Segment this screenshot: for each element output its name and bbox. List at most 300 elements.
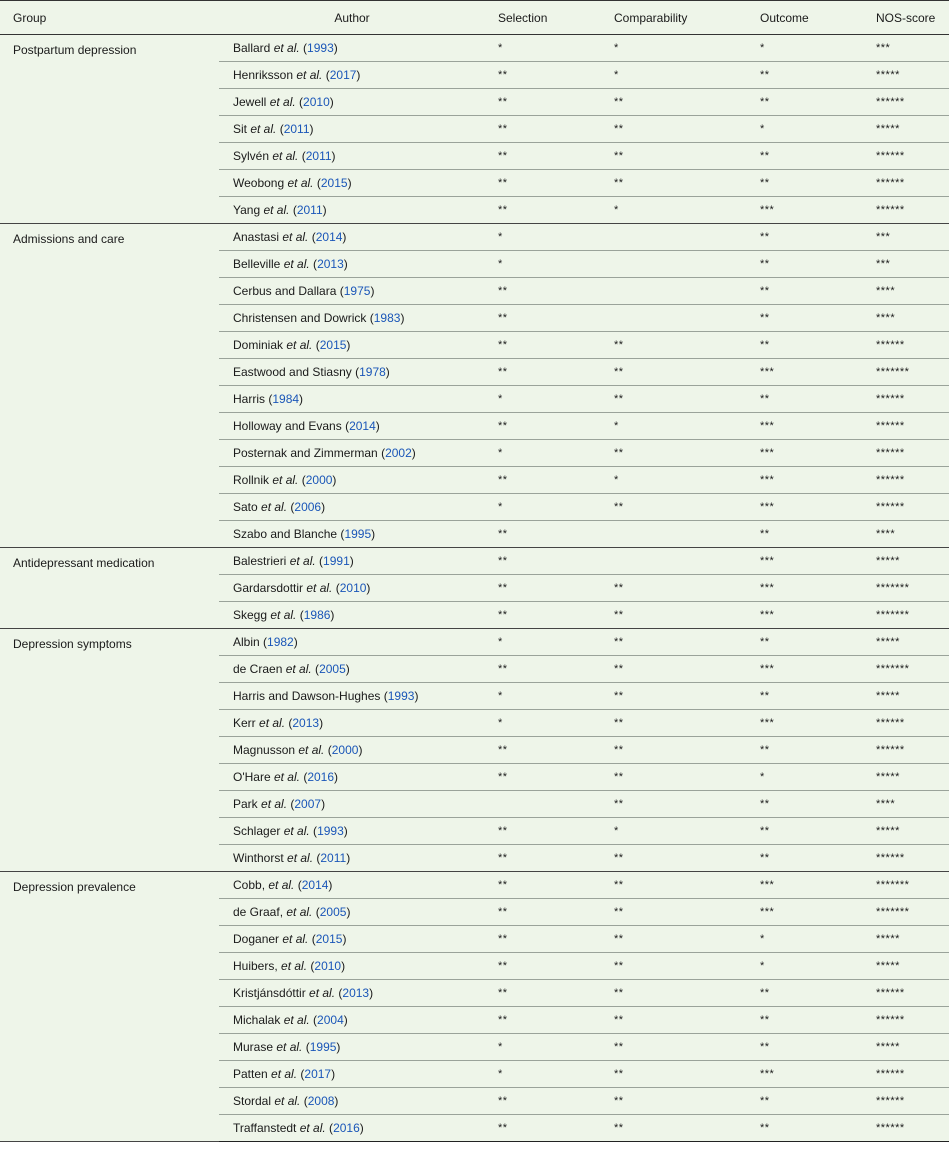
author-name: Posternak and Zimmerman <box>233 446 378 460</box>
year-link[interactable]: 2011 <box>320 851 347 865</box>
header-selection: Selection <box>485 1 601 35</box>
paren-open: ( <box>311 662 320 676</box>
comparability-cell <box>601 251 747 278</box>
outcome-cell: ** <box>747 251 863 278</box>
et-al: et al. <box>271 1067 298 1081</box>
year-link[interactable]: 1993 <box>317 824 344 838</box>
author-cell <box>219 305 485 332</box>
paren-open: ( <box>307 959 315 973</box>
author-cell <box>219 737 485 764</box>
et-al: et al. <box>268 878 295 892</box>
author-cell <box>219 845 485 872</box>
paren-close: ) <box>356 68 361 82</box>
paren-close: ) <box>321 500 326 514</box>
comparability-cell: * <box>601 413 747 440</box>
outcome-cell: * <box>747 953 863 980</box>
comparability-cell: ** <box>601 494 747 521</box>
year-link[interactable]: 2017 <box>329 68 357 82</box>
author-name: Cobb, <box>233 878 269 892</box>
paren-close: ) <box>309 122 314 136</box>
author-name: Winthorst <box>233 851 288 865</box>
year-link[interactable]: 2008 <box>307 1094 335 1108</box>
et-al: et al. <box>270 608 297 622</box>
nos-score-cell: ****** <box>863 845 949 872</box>
year-link[interactable]: 2005 <box>319 662 346 676</box>
comparability-cell: ** <box>601 737 747 764</box>
comparability-cell: ** <box>601 764 747 791</box>
comparability-cell: ** <box>601 683 747 710</box>
author-name: Dominiak <box>233 338 287 352</box>
author-cell <box>219 1061 485 1088</box>
comparability-cell: ** <box>601 1115 747 1142</box>
author-name: Stordal <box>233 1094 275 1108</box>
selection-cell: * <box>485 224 601 251</box>
paren-close: ) <box>333 41 338 55</box>
author-cell <box>219 656 485 683</box>
author-name: Sit <box>233 122 251 136</box>
year-link[interactable]: 2000 <box>331 743 359 757</box>
year-link[interactable]: 2013 <box>292 716 320 730</box>
year-link[interactable]: 1995 <box>344 527 372 541</box>
author-cell <box>219 575 485 602</box>
outcome-cell: ** <box>747 980 863 1007</box>
year-link[interactable]: 2013 <box>317 257 344 271</box>
author-name: Ballard <box>233 41 274 55</box>
author-cell <box>219 89 485 116</box>
comparability-cell: ** <box>601 89 747 116</box>
paren-close: ) <box>358 743 363 757</box>
selection-cell: ** <box>485 197 601 224</box>
nos-score-cell: ****** <box>863 1088 949 1115</box>
outcome-cell: ** <box>747 791 863 818</box>
selection-cell: ** <box>485 1007 601 1034</box>
comparability-cell: ** <box>601 899 747 926</box>
paren-open: ( <box>332 581 340 595</box>
author-name: Patten <box>233 1067 272 1081</box>
paren-close: ) <box>400 311 405 325</box>
author-cell <box>219 764 485 791</box>
paren-open: ( <box>298 473 306 487</box>
selection-cell: * <box>485 440 601 467</box>
paren-open: ( <box>315 554 324 568</box>
et-al: et al. <box>269 95 296 109</box>
author-name: Murase <box>233 1040 277 1054</box>
year-link[interactable]: 2014 <box>301 878 329 892</box>
paren-close: ) <box>319 716 324 730</box>
author-name: Szabo and Blanche <box>233 527 338 541</box>
author-cell <box>219 926 485 953</box>
author-name: Schlager <box>233 824 284 838</box>
author-name: Albin <box>233 635 260 649</box>
paren-close: ) <box>334 1094 339 1108</box>
et-al: et al. <box>281 959 308 973</box>
paren-close: ) <box>359 1121 364 1135</box>
outcome-cell: ** <box>747 683 863 710</box>
author-name: Traffanstedt <box>233 1121 300 1135</box>
year-link[interactable]: 2016 <box>307 770 335 784</box>
nos-score-cell: ******* <box>863 899 949 926</box>
outcome-cell: ** <box>747 305 863 332</box>
paren-open: ( <box>313 851 321 865</box>
outcome-cell: ** <box>747 1088 863 1115</box>
author-name: de Graaf, <box>233 905 287 919</box>
selection-cell: * <box>485 251 601 278</box>
nos-score-cell: ****** <box>863 494 949 521</box>
paren-open: ( <box>336 284 344 298</box>
author-name: Jewell <box>233 95 270 109</box>
selection-cell: ** <box>485 548 601 575</box>
outcome-cell: *** <box>747 872 863 899</box>
paren-close: ) <box>369 986 374 1000</box>
selection-cell: ** <box>485 980 601 1007</box>
comparability-cell: * <box>601 62 747 89</box>
et-al: et al. <box>286 338 313 352</box>
comparability-cell: ** <box>601 953 747 980</box>
author-cell <box>219 602 485 629</box>
header-row <box>0 1 949 35</box>
paren-close: ) <box>330 608 335 622</box>
nos-score-cell: *** <box>863 224 949 251</box>
year-link[interactable]: 1975 <box>343 284 371 298</box>
outcome-cell: *** <box>747 1061 863 1088</box>
selection-cell: ** <box>485 413 601 440</box>
year-link[interactable]: 2016 <box>333 1121 360 1135</box>
author-name: Harris <box>233 392 265 406</box>
comparability-cell: * <box>601 197 747 224</box>
et-al: et al. <box>261 500 288 514</box>
comparability-cell <box>601 521 747 548</box>
nos-score-cell: ****** <box>863 1115 949 1142</box>
comparability-cell: ** <box>601 143 747 170</box>
outcome-cell: *** <box>747 440 863 467</box>
paren-close: ) <box>293 635 298 649</box>
outcome-cell: ** <box>747 386 863 413</box>
paren-close: ) <box>411 446 416 460</box>
year-link[interactable]: 1991 <box>323 554 350 568</box>
paren-open: ( <box>380 689 388 703</box>
paren-close: ) <box>414 689 419 703</box>
table-row <box>0 872 949 899</box>
comparability-cell: ** <box>601 1088 747 1115</box>
paren-close: ) <box>299 392 304 406</box>
author-cell <box>219 332 485 359</box>
year-link[interactable]: 1982 <box>267 635 294 649</box>
comparability-cell: ** <box>601 872 747 899</box>
selection-cell: ** <box>485 89 601 116</box>
et-al: et al. <box>296 68 323 82</box>
selection-cell: ** <box>485 278 601 305</box>
author-cell <box>219 1088 485 1115</box>
year-link[interactable]: 2010 <box>303 95 330 109</box>
year-link[interactable]: 2000 <box>305 473 333 487</box>
year-link[interactable]: 2017 <box>304 1067 332 1081</box>
author-name: Anastasi <box>233 230 283 244</box>
year-link[interactable]: 1986 <box>303 608 331 622</box>
comparability-cell: ** <box>601 845 747 872</box>
nos-score-cell: ***** <box>863 764 949 791</box>
paren-open: ( <box>309 824 318 838</box>
year-link[interactable]: 2010 <box>314 959 342 973</box>
paren-close: ) <box>331 1067 336 1081</box>
selection-cell: ** <box>485 602 601 629</box>
paren-close: ) <box>342 230 347 244</box>
author-cell <box>219 35 485 62</box>
year-link[interactable]: 1993 <box>387 689 415 703</box>
selection-cell: ** <box>485 953 601 980</box>
group-label: Admissions and care <box>0 224 219 548</box>
year-link[interactable]: 1983 <box>373 311 401 325</box>
author-cell <box>219 359 485 386</box>
group-label: Depression prevalence <box>0 872 219 1142</box>
author-name: Cerbus and Dallara <box>233 284 337 298</box>
paren-open: ( <box>335 986 343 1000</box>
outcome-cell: ** <box>747 1034 863 1061</box>
et-al: et al. <box>273 41 300 55</box>
outcome-cell: *** <box>747 899 863 926</box>
selection-cell: ** <box>485 305 601 332</box>
et-al: et al. <box>287 851 314 865</box>
outcome-cell: ** <box>747 818 863 845</box>
year-link[interactable]: 2010 <box>339 581 367 595</box>
year-link[interactable]: 2005 <box>319 905 347 919</box>
year-link[interactable]: 2014 <box>349 419 376 433</box>
year-link[interactable]: 2015 <box>319 338 347 352</box>
paren-close: ) <box>347 176 352 190</box>
year-link[interactable]: 2011 <box>283 122 310 136</box>
selection-cell: ** <box>485 818 601 845</box>
comparability-cell: ** <box>601 440 747 467</box>
nos-score-cell: ****** <box>863 332 949 359</box>
author-name: Harris and Dawson-Hughes <box>233 689 381 703</box>
author-cell <box>219 548 485 575</box>
paren-open: ( <box>276 122 284 136</box>
year-link[interactable]: 1995 <box>309 1040 337 1054</box>
author-name: Henriksson <box>233 68 297 82</box>
year-link[interactable]: 2004 <box>317 1013 344 1027</box>
paren-open: ( <box>289 203 297 217</box>
nos-score-cell: **** <box>863 305 949 332</box>
author-cell <box>219 278 485 305</box>
paren-open: ( <box>313 176 321 190</box>
group-label: Depression symptoms <box>0 629 219 872</box>
comparability-cell: ** <box>601 926 747 953</box>
et-al: et al. <box>283 824 310 838</box>
author-name: Sato <box>233 500 262 514</box>
et-al: et al. <box>283 1013 310 1027</box>
comparability-cell: ** <box>601 575 747 602</box>
table-body <box>0 35 949 1142</box>
comparability-cell: ** <box>601 359 747 386</box>
selection-cell: ** <box>485 575 601 602</box>
paren-open: ( <box>298 149 306 163</box>
outcome-cell: *** <box>747 548 863 575</box>
paren-open: ( <box>337 527 345 541</box>
author-cell <box>219 629 485 656</box>
selection-cell: * <box>485 494 601 521</box>
comparability-cell <box>601 305 747 332</box>
author-cell <box>219 197 485 224</box>
nos-score-cell: **** <box>863 278 949 305</box>
comparability-cell: * <box>601 35 747 62</box>
outcome-cell: ** <box>747 845 863 872</box>
author-cell <box>219 386 485 413</box>
header-outcome: Outcome <box>747 1 863 35</box>
year-link[interactable]: 2015 <box>315 932 343 946</box>
paren-open: ( <box>302 1040 310 1054</box>
paren-open: ( <box>287 500 295 514</box>
author-name: Michalak <box>233 1013 284 1027</box>
et-al: et al. <box>283 257 310 271</box>
year-link[interactable]: 1978 <box>359 365 386 379</box>
comparability-cell: ** <box>601 602 747 629</box>
paren-open: ( <box>377 446 386 460</box>
author-cell <box>219 224 485 251</box>
selection-cell: ** <box>485 62 601 89</box>
header-comparability: Comparability <box>601 1 747 35</box>
nos-score-cell: ****** <box>863 413 949 440</box>
paren-open: ( <box>285 716 293 730</box>
header-group: Group <box>0 1 219 35</box>
nos-score-cell: ***** <box>863 818 949 845</box>
selection-cell: ** <box>485 143 601 170</box>
year-link[interactable]: 2006 <box>294 500 322 514</box>
outcome-cell: ** <box>747 278 863 305</box>
paren-open: ( <box>325 1121 334 1135</box>
author-name: Kristjánsdóttir <box>233 986 310 1000</box>
et-al: et al. <box>285 662 312 676</box>
header-author: Author <box>219 1 485 35</box>
author-cell <box>219 1115 485 1142</box>
et-al: et al. <box>309 986 336 1000</box>
selection-cell: ** <box>485 1115 601 1142</box>
paren-open: ( <box>296 608 304 622</box>
outcome-cell: ** <box>747 1115 863 1142</box>
paren-close: ) <box>341 959 346 973</box>
year-link[interactable]: 2007 <box>294 797 322 811</box>
outcome-cell: *** <box>747 467 863 494</box>
year-link[interactable]: 2011 <box>296 203 323 217</box>
comparability-cell: * <box>601 818 747 845</box>
paren-open: ( <box>308 932 316 946</box>
et-al: et al. <box>274 1094 301 1108</box>
paren-close: ) <box>371 527 376 541</box>
year-link[interactable]: 2002 <box>385 446 412 460</box>
nos-score-cell: ****** <box>863 143 949 170</box>
paren-open: ( <box>312 338 320 352</box>
et-al: et al. <box>286 905 313 919</box>
paren-open: ( <box>300 1094 308 1108</box>
paren-open: ( <box>366 311 374 325</box>
paren-open: ( <box>265 392 273 406</box>
author-cell <box>219 980 485 1007</box>
paren-close: ) <box>329 95 334 109</box>
paren-open: ( <box>295 95 304 109</box>
nos-score-cell: ***** <box>863 62 949 89</box>
selection-cell: ** <box>485 737 601 764</box>
paren-close: ) <box>370 284 375 298</box>
author-name: Christensen and Dowrick <box>233 311 367 325</box>
paren-open: ( <box>341 419 350 433</box>
selection-cell: ** <box>485 899 601 926</box>
author-cell <box>219 683 485 710</box>
outcome-cell: *** <box>747 575 863 602</box>
author-name: Balestrieri <box>233 554 290 568</box>
header-nos-score: NOS-score <box>863 1 949 35</box>
paren-open: ( <box>287 797 295 811</box>
paren-open: ( <box>312 905 320 919</box>
paren-close: ) <box>322 203 327 217</box>
nos-score-cell: ******* <box>863 872 949 899</box>
paren-close: ) <box>332 473 337 487</box>
year-link[interactable]: 1993 <box>307 41 334 55</box>
year-link[interactable]: 1984 <box>272 392 300 406</box>
selection-cell: * <box>485 683 601 710</box>
et-al: et al. <box>272 473 299 487</box>
comparability-cell: ** <box>601 656 747 683</box>
author-cell <box>219 818 485 845</box>
comparability-cell: ** <box>601 791 747 818</box>
selection-cell: ** <box>485 656 601 683</box>
selection-cell: ** <box>485 170 601 197</box>
nos-score-cell: ***** <box>863 116 949 143</box>
author-name: Gardarsdottir <box>233 581 307 595</box>
comparability-cell <box>601 224 747 251</box>
author-name: Doganer <box>233 932 283 946</box>
year-link[interactable]: 2011 <box>305 149 332 163</box>
nos-score-cell: **** <box>863 521 949 548</box>
selection-cell: ** <box>485 116 601 143</box>
comparability-cell <box>601 548 747 575</box>
nos-score-cell: ******* <box>863 656 949 683</box>
et-al: et al. <box>273 770 300 784</box>
author-cell <box>219 1034 485 1061</box>
author-cell <box>219 413 485 440</box>
year-link[interactable]: 2013 <box>342 986 370 1000</box>
nos-score-cell: ***** <box>863 548 949 575</box>
selection-cell: * <box>485 710 601 737</box>
year-link[interactable]: 2015 <box>320 176 348 190</box>
selection-cell: ** <box>485 1088 601 1115</box>
author-cell <box>219 467 485 494</box>
et-al: et al. <box>299 1121 326 1135</box>
author-cell <box>219 251 485 278</box>
comparability-cell: ** <box>601 1007 747 1034</box>
author-cell <box>219 143 485 170</box>
year-link[interactable]: 2014 <box>315 230 343 244</box>
paren-open: ( <box>324 743 332 757</box>
outcome-cell: *** <box>747 494 863 521</box>
outcome-cell: * <box>747 35 863 62</box>
paren-open: ( <box>309 1013 318 1027</box>
outcome-cell: *** <box>747 413 863 440</box>
selection-cell: ** <box>485 332 601 359</box>
author-name: Rollnik <box>233 473 273 487</box>
nos-score-cell: ****** <box>863 170 949 197</box>
nos-score-cell: ******* <box>863 575 949 602</box>
outcome-cell: ** <box>747 629 863 656</box>
nos-score-cell: ***** <box>863 926 949 953</box>
outcome-cell: * <box>747 926 863 953</box>
et-al: et al. <box>259 716 286 730</box>
comparability-cell: ** <box>601 386 747 413</box>
comparability-cell: ** <box>601 116 747 143</box>
author-name: Park <box>233 797 262 811</box>
author-cell <box>219 953 485 980</box>
paren-close: ) <box>342 932 347 946</box>
author-cell <box>219 494 485 521</box>
author-cell <box>219 440 485 467</box>
paren-close: ) <box>334 770 339 784</box>
